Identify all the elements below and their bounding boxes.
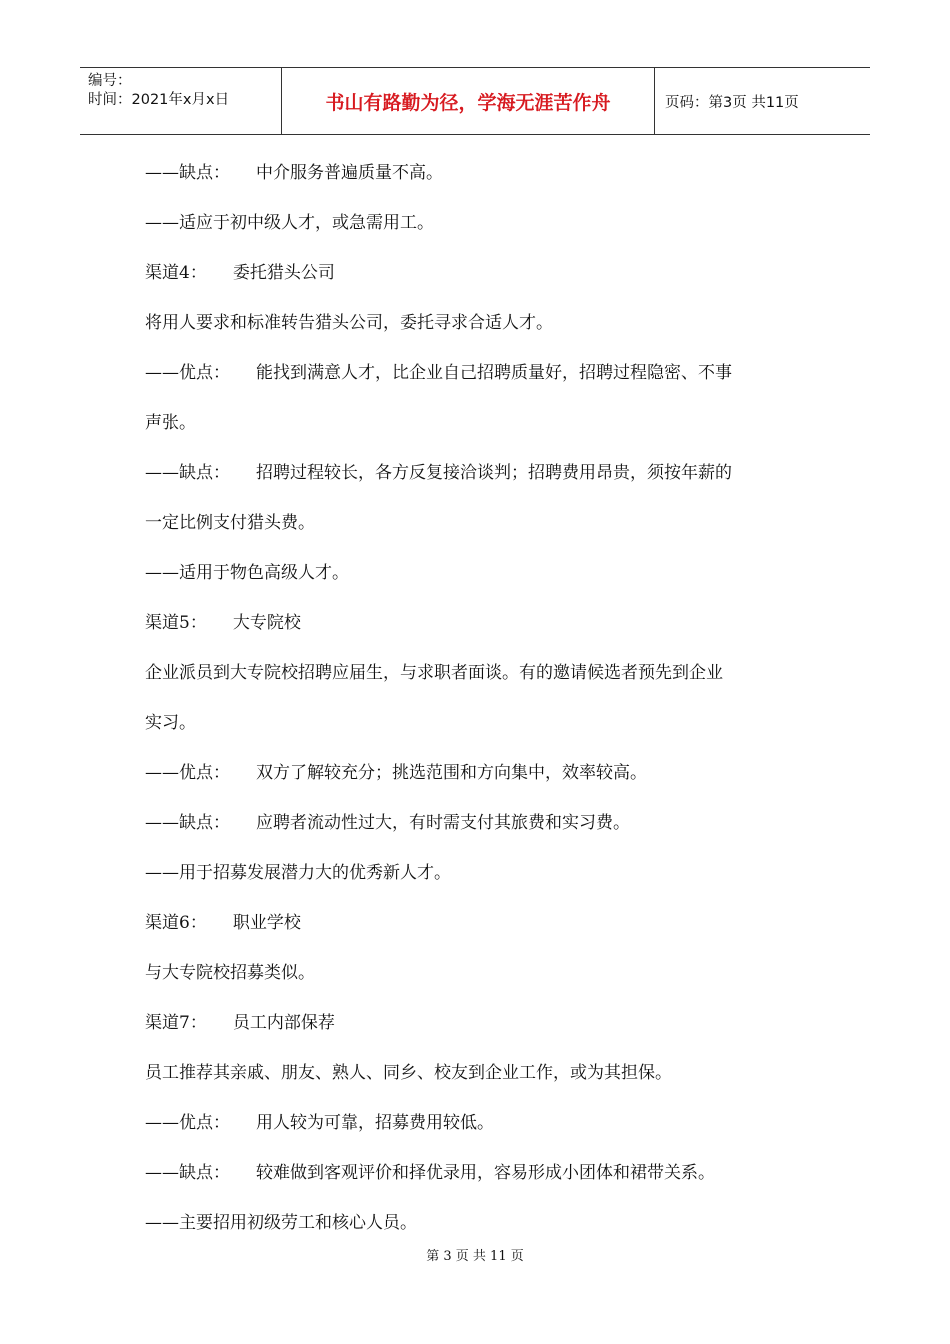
line-text: 声张。: [145, 413, 196, 433]
text-line: [145, 998, 805, 1048]
line-prefix: 渠道6：: [145, 913, 207, 933]
text-line: [145, 248, 805, 298]
number-label: 编号：: [88, 73, 132, 89]
line-text: 一定比例支付猎头费。: [145, 513, 315, 533]
line-prefix: ——缺点：: [145, 163, 230, 183]
text-line: [145, 548, 805, 598]
text-line: [145, 348, 805, 398]
line-text: ——用于招募发展潜力大的优秀新人才。: [145, 863, 451, 883]
text-line: [145, 898, 805, 948]
text-line: [145, 198, 805, 248]
line-prefix: ——优点：: [145, 1113, 230, 1133]
line-text: 与大专院校招募类似。: [145, 963, 315, 983]
line-text: 职业学校: [232, 913, 301, 933]
text-line: [145, 1198, 805, 1248]
line-text: 员工推荐其亲戚、朋友、熟人、同乡、校友到企业工作，或为其担保。: [145, 1063, 672, 1083]
line-prefix: 渠道5：: [145, 613, 207, 633]
line-prefix: 渠道4：: [145, 263, 207, 283]
text-line: [145, 1148, 805, 1198]
line-text: 将用人要求和标准转告猎头公司，委托寻求合适人才。: [145, 313, 553, 333]
line-text: 用人较为可靠，招募费用较低。: [256, 1113, 494, 1133]
text-line: [145, 148, 805, 198]
line-text: ——适用于物色高级人才。: [145, 563, 349, 583]
header-motto: 书山有路勤为径，学海无涯苦作舟: [282, 68, 655, 134]
line-text: 委托猎头公司: [232, 263, 335, 283]
line-prefix: ——缺点：: [145, 463, 230, 483]
text-line: [145, 598, 805, 648]
text-line: [145, 648, 805, 698]
line-text: 员工内部保荐: [232, 1013, 335, 1033]
text-line: [145, 1098, 805, 1148]
line-text: ——主要招用初级劳工和核心人员。: [145, 1213, 417, 1233]
header-meta: [80, 68, 282, 134]
line-text: ——适应于初中级人才，或急需用工。: [145, 213, 434, 233]
line-text: 实习。: [145, 713, 196, 733]
time-label: 时间：2021年x月x日: [88, 92, 230, 108]
text-line: [145, 398, 805, 448]
text-line: [145, 848, 805, 898]
line-text: 能找到满意人才，比企业自己招聘质量好，招聘过程隐密、不事: [256, 363, 732, 383]
text-line: [145, 748, 805, 798]
line-prefix: ——优点：: [145, 363, 230, 383]
text-line: [145, 448, 805, 498]
line-text: 应聘者流动性过大，有时需支付其旅费和实习费。: [256, 813, 630, 833]
text-line: [145, 1048, 805, 1098]
header-page-info: 页码：第3页 共11页: [665, 94, 799, 111]
text-line: [145, 298, 805, 348]
line-text: 中介服务普遍质量不高。: [256, 163, 443, 183]
text-line: [145, 498, 805, 548]
line-prefix: ——缺点：: [145, 813, 230, 833]
text-line: [145, 948, 805, 998]
line-text: 大专院校: [232, 613, 301, 633]
text-line: [145, 798, 805, 848]
line-prefix: ——优点：: [145, 763, 230, 783]
text-line: [145, 698, 805, 748]
line-text: 较难做到客观评价和择优录用，容易形成小团体和裙带关系。: [256, 1163, 715, 1183]
line-prefix: ——缺点：: [145, 1163, 230, 1183]
line-text: 招聘过程较长，各方反复接洽谈判；招聘费用昂贵，须按年薪的: [256, 463, 732, 483]
document-body: [145, 148, 805, 1248]
line-prefix: 渠道7：: [145, 1013, 207, 1033]
page-footer: 第 3 页 共 11 页: [426, 1249, 524, 1264]
line-text: 企业派员到大专院校招聘应届生，与求职者面谈。有的邀请候选者预先到企业: [145, 663, 723, 683]
line-text: 双方了解较充分；挑选范围和方向集中，效率较高。: [256, 763, 647, 783]
page-header: [80, 67, 870, 135]
